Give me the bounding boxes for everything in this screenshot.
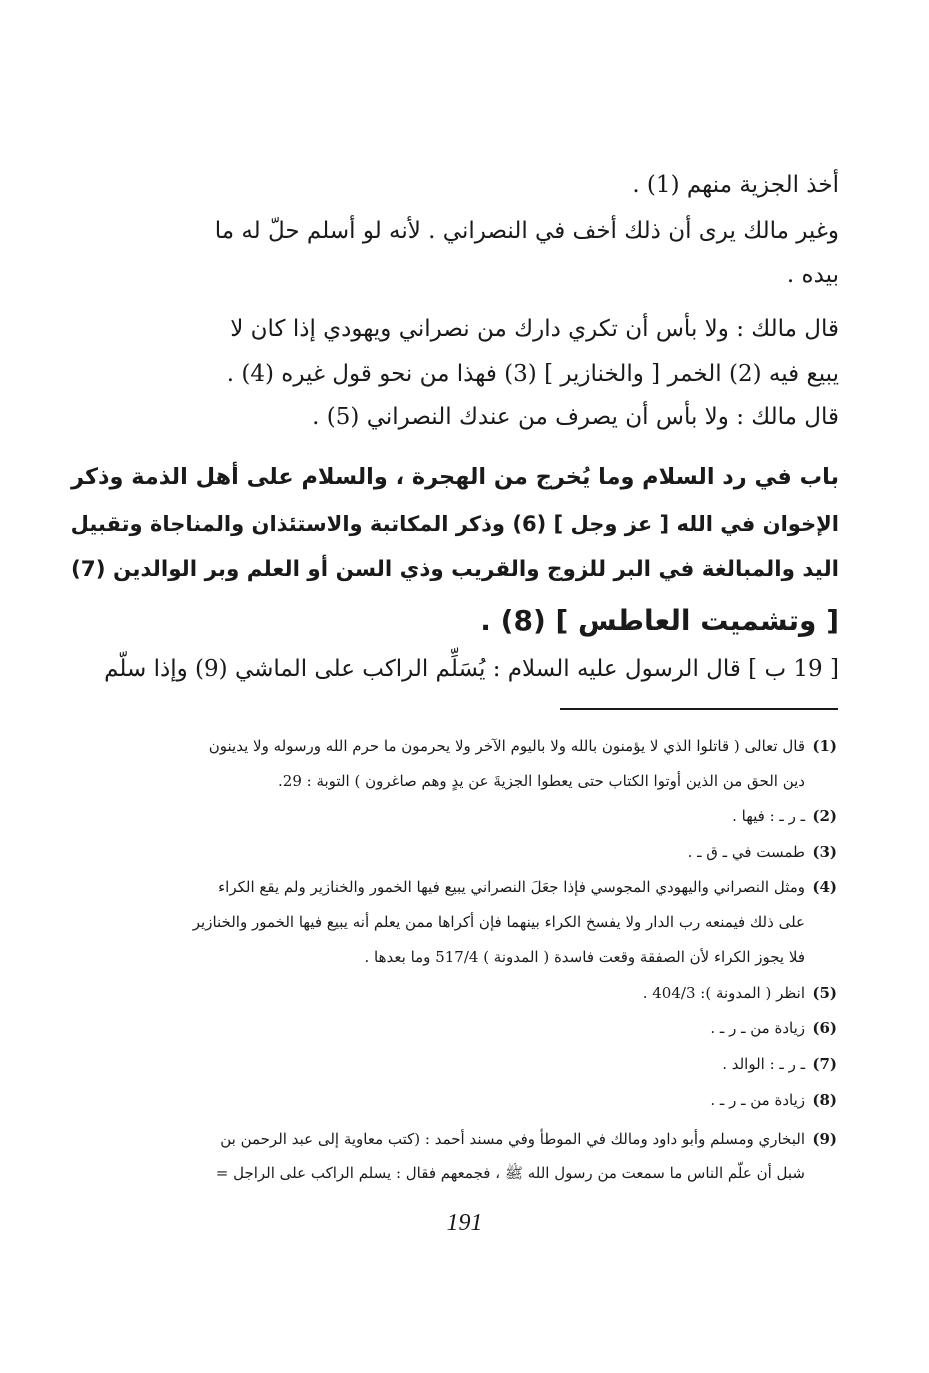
footnote-1-line-2: دين الحق من الذين أوتوا الكتاب حتى يعطوا الجزيةَ عن يدٍ وهم صاغرون ) التوبة : 29. [278, 772, 805, 790]
footnote-number-2: (2) [812, 807, 837, 825]
footnote-3-line-1: طمست في ـ ق ـ . [687, 843, 805, 861]
body-line-6: قال مالك : ولا بأس أن يصرف من عندك النصراني (5) . [312, 404, 839, 430]
chapter-heading-line-2: الإخوان في الله [ عز وجل ] (6) وذكر المكاتبة والاستئذان والمناجاة وتقبيل [70, 511, 839, 536]
footnote-4-line-1: ومثل النصراني واليهودي المجوسي فإذا جعَلَ النصراني يبيع فيها الخمور والخنازير ولم يقع الكراء [218, 878, 805, 896]
footnote-2-line-1: ـ ر ـ : فيها . [732, 807, 805, 825]
footnote-divider [560, 708, 838, 710]
footnote-9-line-1: البخاري ومسلم وأبو داود ومالك في الموطأ وفي مسند أحمد : (كتب معاوية إلى عبد الرحمن بن [220, 1130, 805, 1148]
body-line-5: يبيع فيه (2) الخمر [ والخنازير ] (3) فهذا من نحو قول غيره (4) . [226, 361, 839, 387]
body-line-after-heading: [ 19 ب ] قال الرسول عليه السلام : يُسَلِّم الراكب على الماشي (9) وإذا سلّم [104, 656, 839, 682]
footnote-6-line-1: زيادة من ـ ر ـ . [710, 1019, 805, 1037]
footnote-8-line-1: زيادة من ـ ر ـ . [710, 1091, 805, 1109]
body-line-4: قال مالك : ولا بأس أن تكري دارك من نصراني ويهودي إذا كان لا [230, 316, 839, 342]
footnote-number-5: (5) [812, 984, 837, 1002]
footnote-7-line-1: ـ ر ـ : الوالد . [722, 1055, 805, 1073]
chapter-heading-line-3: اليد والمبالغة في البر للزوج والقريب وذي السن أو العلم وبر الوالدين (7) [70, 557, 839, 582]
chapter-heading-line-1: باب في رد السلام وما يُخرج من الهجرة ، والسلام على أهل الذمة وذكر [71, 464, 839, 490]
footnote-4-line-3: فلا يجوز الكراء لأن الصفقة وقعت فاسدة ( المدونة ) 517/4 وما بعدها . [364, 948, 805, 966]
footnote-number-3: (3) [812, 843, 837, 861]
footnote-number-1: (1) [812, 737, 837, 755]
footnote-number-8: (8) [812, 1091, 837, 1109]
body-line-1: أخذ الجزية منهم (1) . [632, 172, 839, 198]
body-line-3: بيده . [786, 262, 839, 288]
footnote-1-line-1: قال تعالى ( قاتلوا الذي لا يؤمنون بالله ولا باليوم الآخر ولا يحرمون ما حرم الله ورسوله ولا يدينون [208, 737, 805, 755]
footnote-4-line-2: على ذلك فيمنعه رب الدار ولا يفسخ الكراء بينهما فإن أكراها ممن يعلم أنه يبيع فيها الخمور والخنازير [192, 913, 805, 931]
footnote-number-9: (9) [812, 1130, 837, 1148]
body-line-2: وغير مالك يرى أن ذلك أخف في النصراني . لأنه لو أسلم حلّ له ما [214, 218, 839, 244]
chapter-heading-line-4: [ وتشميت العاطس ] (8) . [480, 604, 839, 637]
footnote-9-line-2: شبل أن علّم الناس ما سمعت من رسول الله ﷺ ، فجمعهم فقال : يسلم الراكب على الراجل = [215, 1164, 805, 1182]
footnote-5-line-1: انظر ( المدونة ): 404/3 . [642, 984, 805, 1002]
footnote-number-7: (7) [812, 1055, 837, 1073]
footnote-number-4: (4) [812, 878, 837, 896]
footnote-number-6: (6) [812, 1019, 837, 1037]
page-number: 191 [446, 1210, 483, 1236]
